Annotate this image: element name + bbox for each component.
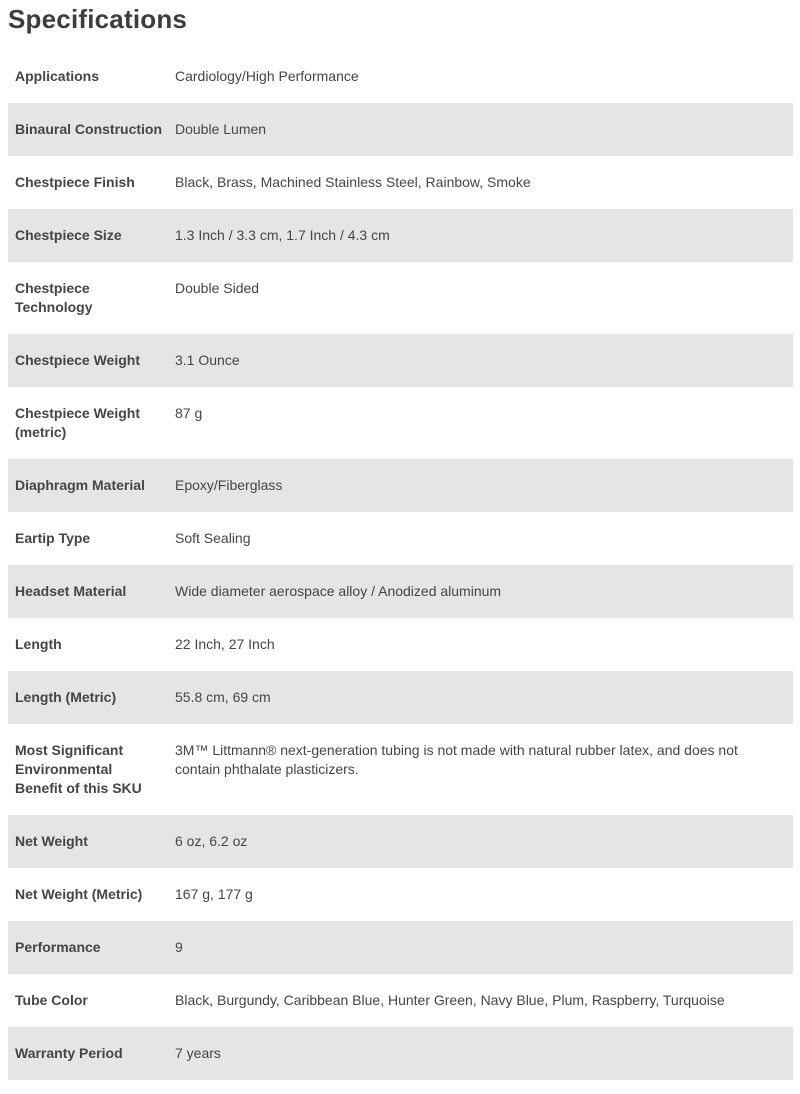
- spec-row-headset-material: [8, 565, 793, 618]
- spec-label: Net Weight: [15, 833, 88, 849]
- spec-value: 1.3 Inch / 3.3 cm, 1.7 Inch / 4.3 cm: [175, 227, 390, 243]
- spec-label: Chestpiece Finish: [15, 174, 135, 190]
- spec-label: Headset Material: [15, 583, 127, 599]
- spec-row-chestpiece-weight-metric: [8, 387, 793, 459]
- spec-row-binaural-construction: [8, 103, 793, 156]
- spec-value: 55.8 cm, 69 cm: [175, 689, 271, 705]
- page-title: Specifications: [8, 4, 188, 34]
- spec-row-eartip-type: [8, 512, 793, 565]
- spec-row-length: [8, 618, 793, 671]
- spec-label: Chestpiece Size: [15, 227, 122, 243]
- spec-label: Net Weight (Metric): [15, 886, 143, 902]
- spec-label: Chestpiece Weight: [15, 352, 140, 368]
- spec-row-net-weight-metric: [8, 868, 793, 921]
- spec-row-chestpiece-technology: [8, 262, 793, 334]
- spec-value: Black, Burgundy, Caribbean Blue, Hunter Green, Navy Blue, Plum, Raspberry, Turquoise: [175, 992, 725, 1008]
- spec-value: Black, Brass, Machined Stainless Steel, Rainbow, Smoke: [175, 174, 531, 190]
- spec-value: 6 oz, 6.2 oz: [175, 833, 248, 849]
- spec-row-tube-color: [8, 974, 793, 1027]
- spec-label: Eartip Type: [15, 530, 91, 546]
- spec-value: Cardiology/High Performance: [175, 68, 359, 84]
- spec-label: Most Significant Environmental Benefit of this SKU: [15, 742, 142, 796]
- spec-row-warranty-period: [8, 1027, 793, 1080]
- spec-row-chestpiece-weight: [8, 334, 793, 387]
- spec-value: Wide diameter aerospace alloy / Anodized aluminum: [175, 583, 502, 599]
- spec-value: 22 Inch, 27 Inch: [175, 636, 275, 652]
- spec-row-net-weight: [8, 815, 793, 868]
- spec-value: 7 years: [175, 1045, 221, 1061]
- spec-row-diaphragm-material: [8, 459, 793, 512]
- spec-value: Double Lumen: [175, 121, 267, 137]
- spec-label: Length (Metric): [15, 689, 117, 705]
- spec-row-chestpiece-size: [8, 209, 793, 262]
- spec-label: Chestpiece Technology: [15, 280, 93, 315]
- spec-value: 9: [175, 939, 183, 955]
- spec-label: Chestpiece Weight (metric): [15, 405, 140, 440]
- spec-label: Binaural Construction: [15, 121, 163, 137]
- spec-label: Length: [15, 636, 62, 652]
- spec-label: Tube Color: [15, 992, 88, 1008]
- spec-label: Applications: [15, 68, 100, 84]
- spec-value: 3M™ Littmann® next-generation tubing is not made with natural rubber latex, and does not contain phthalate plasticizers.: [175, 742, 738, 777]
- spec-label: Performance: [15, 939, 101, 955]
- spec-label: Diaphragm Material: [15, 477, 145, 493]
- spec-row-applications: [8, 50, 793, 103]
- spec-value: Soft Sealing: [175, 530, 251, 546]
- spec-value: 167 g, 177 g: [175, 886, 253, 902]
- spec-value: Double Sided: [175, 280, 260, 296]
- spec-row-environmental-benefit: [8, 724, 793, 815]
- spec-value: Epoxy/Fiberglass: [175, 477, 283, 493]
- spec-row-chestpiece-finish: [8, 156, 793, 209]
- spec-label: Warranty Period: [15, 1045, 123, 1061]
- spec-table: [8, 50, 793, 1080]
- spec-value: 3.1 Ounce: [175, 352, 240, 368]
- spec-row-length-metric: [8, 671, 793, 724]
- spec-row-performance: [8, 921, 793, 974]
- spec-value: 87 g: [175, 405, 203, 421]
